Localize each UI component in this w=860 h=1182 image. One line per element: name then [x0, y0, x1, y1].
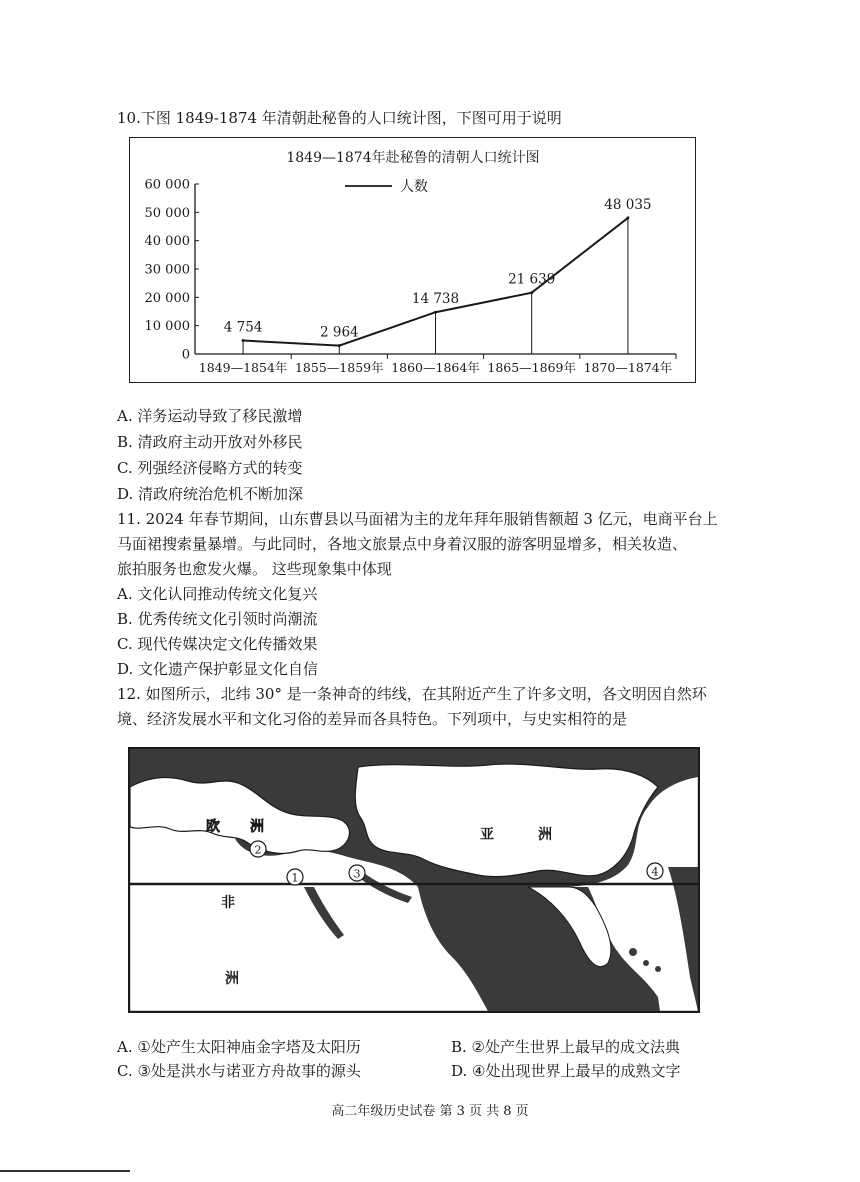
q11-option-c[interactable]: C. 现代传媒决定文化传播效果 — [117, 635, 318, 653]
label-asia-1: 亚 — [480, 827, 494, 843]
label-africa-1: 非 — [221, 895, 235, 911]
legend-label: 人数 — [400, 179, 428, 195]
label-latitude: 30°N — [140, 868, 170, 883]
data-point — [242, 339, 245, 342]
bottom-rule — [0, 1170, 130, 1172]
island-dot — [629, 948, 637, 956]
y-tick-label: 30 000 — [144, 262, 190, 278]
q10-option-d[interactable]: D. 清政府统治危机不断加深 — [117, 485, 304, 503]
y-tick-label: 20 000 — [144, 290, 190, 306]
y-tick-label: 60 000 — [144, 177, 190, 193]
data-point — [434, 311, 437, 314]
q12-option-a[interactable]: A. ①处产生太阳神庙金字塔及太阳历 — [117, 1038, 361, 1056]
label-europe-1: 欧 — [206, 819, 220, 835]
marker-4 — [647, 863, 663, 879]
data-point — [338, 344, 341, 347]
svg-text:2: 2 — [254, 843, 262, 857]
marker-3 — [349, 865, 365, 881]
question-11-stem-line-1: 11. 2024 年春节期间，山东曹县以马面裙为主的龙年拜年服销售额超 3 亿元，电商平台上 — [117, 510, 718, 528]
page-footer: 高二年级历史试卷 第 3 页 共 8 页 — [331, 1104, 529, 1119]
x-tick-label: 1870—1874年 — [583, 360, 673, 375]
svg-text:1: 1 — [291, 871, 299, 885]
q10-option-a[interactable]: A. 洋务运动导致了移民激增 — [117, 407, 303, 425]
q11-option-b[interactable]: B. 优秀传统文化引领时尚潮流 — [117, 610, 318, 628]
label-africa-2: 洲 — [225, 971, 239, 987]
data-label: 2 964 — [319, 324, 359, 341]
island-dot — [655, 966, 661, 972]
q10-option-c[interactable]: C. 列强经济侵略方式的转变 — [117, 459, 303, 477]
x-tick-label: 1855—1859年 — [294, 360, 384, 375]
x-tick-label: 1865—1869年 — [487, 360, 577, 375]
population-line-chart — [130, 138, 697, 384]
world-map-svg — [128, 747, 700, 1013]
x-tick-label: 1860—1864年 — [391, 360, 480, 375]
population-chart — [129, 137, 696, 383]
data-label: 21 639 — [508, 271, 556, 288]
data-label: 48 035 — [604, 196, 652, 213]
y-tick-label: 0 — [181, 347, 190, 363]
y-tick-label: 10 000 — [144, 319, 190, 335]
data-point — [530, 291, 533, 294]
question-10-stem: 10.下图 1849-1874 年清朝赴秘鲁的人口统计图，下图可用于说明 — [117, 109, 562, 127]
label-asia-2: 洲 — [538, 827, 552, 843]
q12-option-c[interactable]: C. ③处是洪水与诺亚方舟故事的源头 — [117, 1062, 361, 1080]
q11-option-a[interactable]: A. 文化认同推动传统文化复兴 — [117, 585, 318, 603]
data-point — [626, 216, 629, 219]
marker-1 — [287, 869, 303, 885]
island-dot — [643, 960, 649, 966]
question-11-stem-line-2: 马面裙搜索量暴增。与此同时，各地文旅景点中身着汉服的游客明显增多，相关妆造、 — [117, 535, 688, 553]
latitude-30-map — [128, 747, 700, 1013]
chart-title: 1849—1874年赴秘鲁的清朝人口统计图 — [286, 150, 540, 166]
q12-option-d[interactable]: D. ④处出现世界上最早的成熟文字 — [451, 1062, 681, 1080]
label-europe-2: 洲 — [250, 819, 264, 835]
marker-2 — [250, 841, 266, 857]
q12-option-b[interactable]: B. ②处产生世界上最早的成文法典 — [451, 1038, 681, 1056]
q11-option-d[interactable]: D. 文化遗产保护彰显文化自信 — [117, 660, 319, 678]
question-12-stem-line-1: 12. 如图所示，北纬 30° 是一条神奇的纬线，在其附近产生了许多文明，各文明因自然环 — [117, 685, 707, 703]
data-label: 14 738 — [411, 291, 460, 308]
svg-text:3: 3 — [353, 867, 361, 881]
q10-option-b[interactable]: B. 清政府主动开放对外移民 — [117, 433, 303, 451]
y-tick-label: 40 000 — [144, 234, 190, 250]
data-label: 4 754 — [223, 319, 263, 336]
y-tick-label: 50 000 — [144, 205, 190, 221]
question-11-stem-line-3: 旅拍服务也愈发火爆。 这些现象集中体现 — [117, 560, 392, 578]
question-12-stem-line-2: 境、经济发展水平和文化习俗的差异而各具特色。下列项中，与史实相符的是 — [117, 710, 628, 728]
svg-text:4: 4 — [651, 865, 659, 879]
x-tick-label: 1849—1854年 — [198, 360, 288, 375]
